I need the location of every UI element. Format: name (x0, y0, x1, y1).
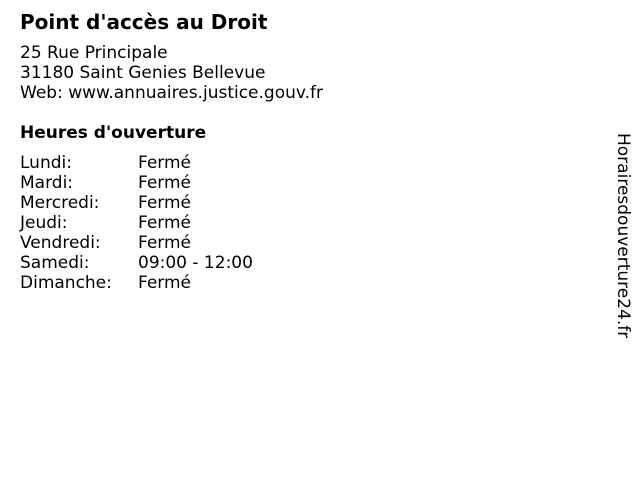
day-label: Mercredi: (20, 193, 100, 213)
day-label: Samedi: (20, 253, 90, 273)
hours-row-thursday (20, 213, 253, 233)
hours-row-wednesday (20, 193, 253, 213)
day-label: Mardi: (20, 173, 74, 193)
hours-row-friday (20, 233, 253, 253)
address-block (20, 43, 323, 103)
day-hours: Fermé (138, 193, 192, 213)
hours-row-saturday (20, 253, 253, 273)
day-hours: Fermé (138, 173, 192, 193)
day-hours: Fermé (138, 273, 192, 293)
opening-hours-table (20, 153, 253, 293)
opening-hours-heading: Heures d'ouverture (20, 123, 207, 143)
hours-row-sunday (20, 273, 253, 293)
day-hours: Fermé (138, 213, 192, 233)
day-hours: Fermé (138, 233, 192, 253)
day-label: Lundi: (20, 153, 72, 173)
website-line: Web: www.annuaires.justice.gouv.fr (20, 83, 324, 103)
place-title: Point d'accès au Droit (20, 10, 268, 34)
day-label: Dimanche: (20, 273, 112, 293)
day-hours: 09:00 - 12:00 (138, 253, 253, 273)
hours-row-monday (20, 153, 253, 173)
address-street: 25 Rue Principale (20, 43, 168, 63)
day-label: Jeudi: (20, 213, 68, 233)
hours-row-tuesday (20, 173, 253, 193)
address-city: 31180 Saint Genies Bellevue (20, 63, 266, 83)
day-hours: Fermé (138, 153, 192, 173)
brand-watermark: Horairesdouverture24.fr (613, 133, 633, 339)
day-label: Vendredi: (20, 233, 101, 253)
